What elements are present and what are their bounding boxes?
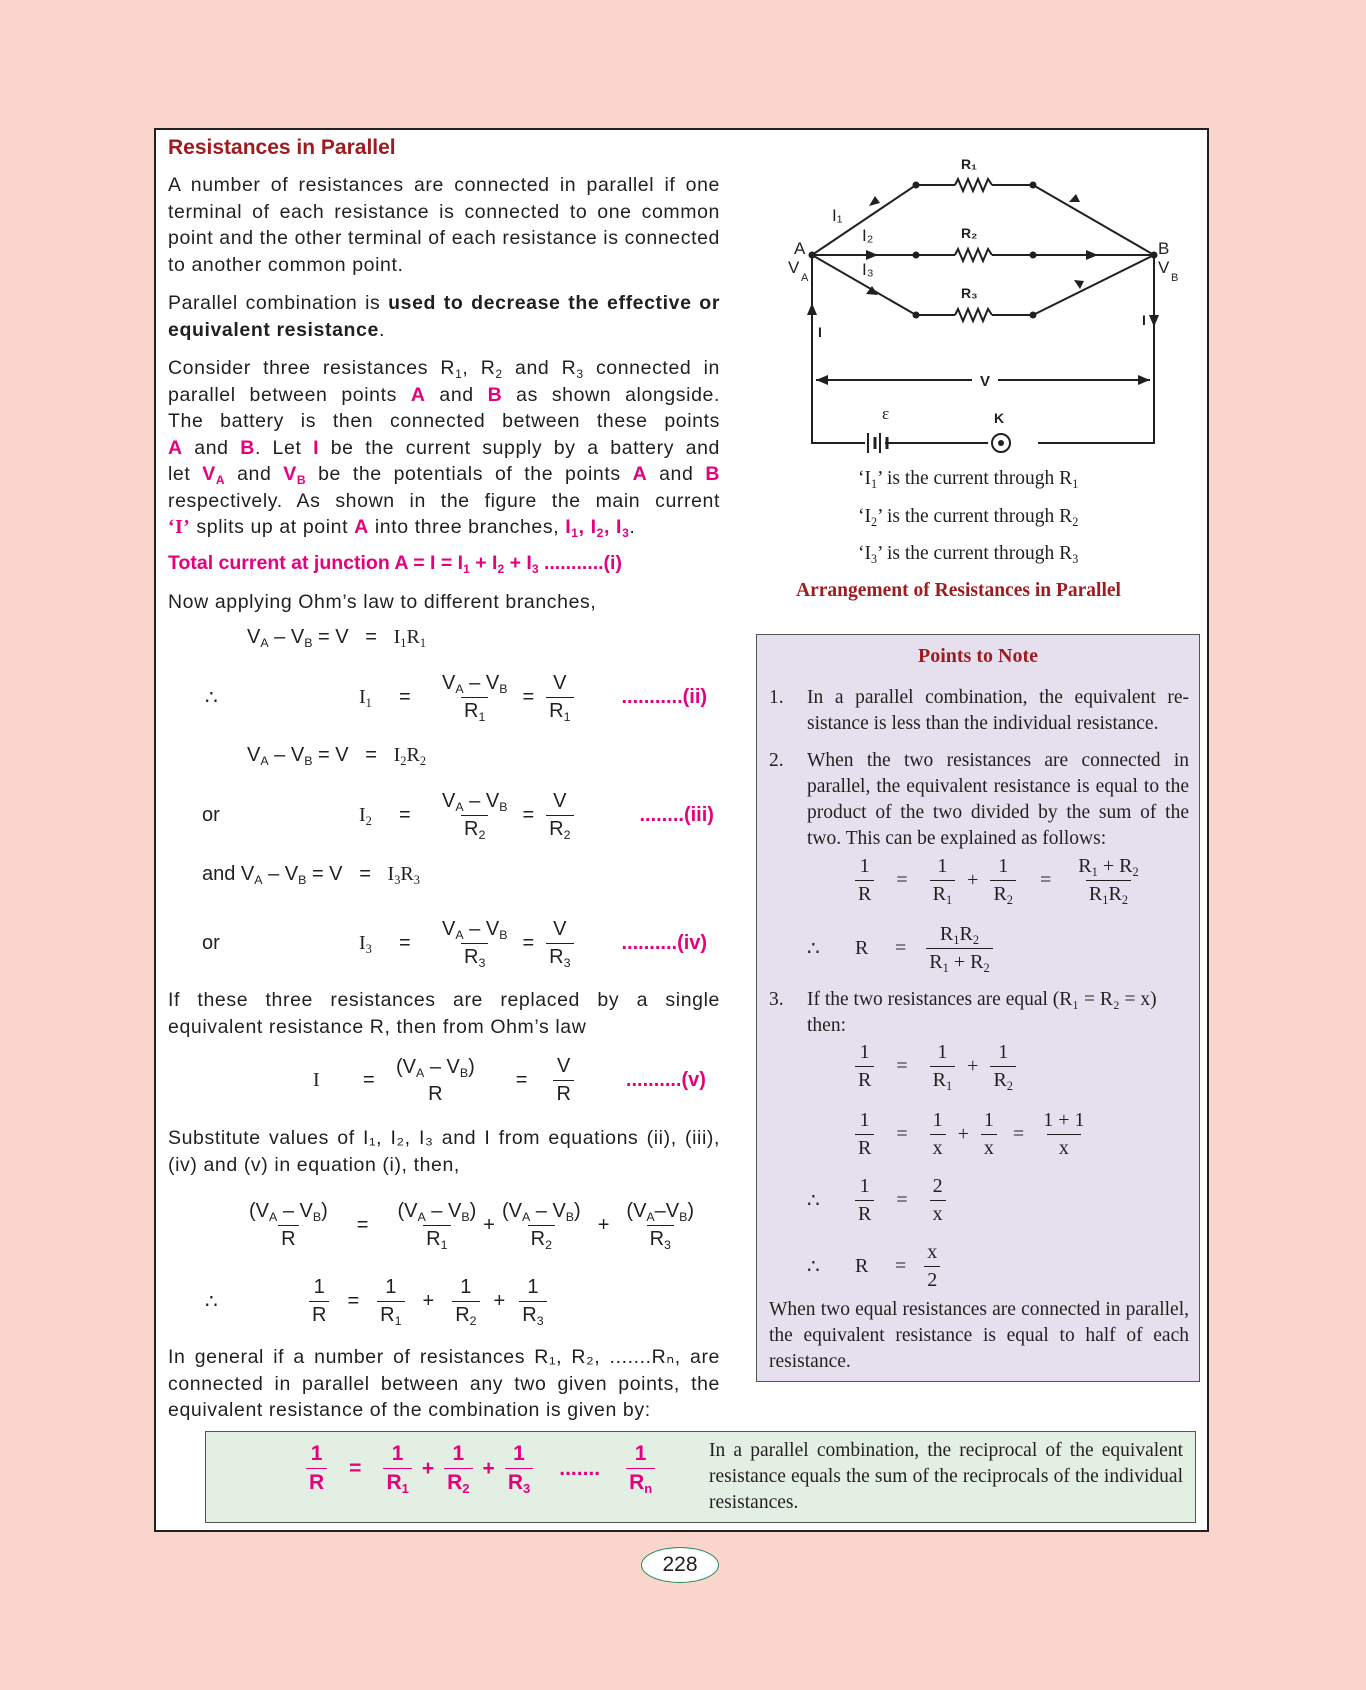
- label-key: K: [994, 410, 1005, 426]
- caption-i1: ‘$I_1$’ is the current through $R_1$: [858, 468, 1079, 491]
- label-i-left: I: [818, 324, 822, 340]
- label-i3: I₃: [862, 260, 874, 279]
- note-closing: When two equal resistances are connected in parallel, the equivalent resistance is equal to half of each resistance.: [769, 1299, 1189, 1372]
- caption-i3: ‘$I_3$’ is the current through $R_3$: [858, 543, 1079, 566]
- note-2-text: When the two resistances are connected in parallel, the equivalent resistance is equal to the product of the two divided by the sum of the two. This can be explained as follows:: [807, 750, 1189, 849]
- eq-substituted: $\frac{(V_A - V_B)}{R}$ = $\frac{(V_A - V_B)}{R_1}$ + $\frac{(V_A - V_B)}{R_2}$ + $\frac{(V_A-V_B)}{R_3}$: [249, 1200, 695, 1252]
- note-2-eq2: ∴ R = $\frac{R_1R_2}{R_1 + R_2}$: [807, 923, 993, 974]
- note-3-number: 3.: [769, 989, 784, 1010]
- note-1-text: In a parallel combination, the equivalent re-sistance is less than the individual resistance.: [807, 687, 1189, 734]
- label-i2: I₂: [862, 226, 874, 245]
- note-3-eq3: ∴ $\frac{1}{R}$ = $\frac{2}{x}$: [807, 1175, 946, 1226]
- label-vb: V: [1158, 258, 1170, 277]
- caption-i2: ‘$I_2$’ is the current through $R_2$: [858, 506, 1079, 529]
- label-i-right: I: [1142, 312, 1146, 328]
- label-va-sub: A: [801, 272, 809, 284]
- figure-caption: Arrangement of Resistances in Parallel: [796, 580, 1121, 601]
- eq-va-vb-3: and $V_A - V_B = V = I_3R_3$: [202, 863, 420, 887]
- para-general: In general if a number of resistances R₁, R₂, .......Rₙ, are connected in parallel between any two given points, the equivalent resistance of the combination is given by:: [168, 1346, 720, 1421]
- para-definition: A number of resistances are connected in parallel if one terminal of each resistance is connected to one common point and the other terminal of each resistance is connected to another common point.: [168, 174, 720, 276]
- summary-text: In a parallel combination, the reciprocal of the equivalent resistance equals the sum of the reciprocals of the individual resistances.: [709, 1440, 1183, 1513]
- eq-iv: or $I_3$ = $\frac{V_A - V_B}{R_3}$ = $\frac{V}{R_3}$ ..........(iv): [202, 918, 708, 970]
- para-purpose: Parallel combination is used to decrease the effective or equivalent resistance.: [168, 292, 721, 341]
- eq-iii: or $I_2$ = $\frac{V_A - V_B}{R_2}$ = $\frac{V}{R_2}$ ........(iii): [202, 790, 714, 842]
- label-r1: R₁: [961, 156, 977, 172]
- label-va: V: [788, 258, 800, 277]
- eq-v: I = $(V_A - V_B)$ R = $\frac{V}{R}$ ..........(v): [313, 1055, 706, 1105]
- label-r3: R₃: [961, 285, 978, 301]
- page-number: 228: [641, 1547, 719, 1583]
- label-vb-sub: B: [1171, 272, 1179, 284]
- note-2-eq1: $\frac{1}{R}$ = $\frac{1}{R_1}$ + $\frac{1}{R_2}$ = $\frac{R_1 + R_2}{R_1R_2}$: [855, 855, 1142, 906]
- label-b: B: [1158, 239, 1170, 258]
- total-current-equation: Total current at junction $A = I = I_1 + I_2 + I_3$ ...........(i): [168, 552, 622, 576]
- note-3-eq1: $\frac{1}{R}$ = $\frac{1}{R_1}$ + $\frac{1}{R_2}$: [855, 1041, 1016, 1092]
- eq-ii: ∴ $I_1$ = $\frac{V_A - V_B}{R_1}$ = $\frac{V}{R_1}$ ...........(ii): [205, 672, 708, 724]
- section-title: Resistances in Parallel: [168, 136, 396, 159]
- para-substitute: Substitute values of I₁, I₂, I₃ and I from equations (ii), (iii), (iv) and (v) in equation (i), then,: [168, 1127, 720, 1176]
- para-consider: Consider three resistances $R_1$, $R_2$ and $R_3$ connected in parallel between points A and B as shown alongside. The battery is then connected between these points A and B. Let I be the current supply by a battery and let $V_A$ and $V_B$ be the potentials of the points A and B respectively. As shown in the figure the main current ‘I’ splits up at point A into three branches, $I_1$, $I_2$, $I_3$.: [168, 357, 721, 540]
- label-r2: R₂: [961, 225, 978, 241]
- summary-formula: $\frac{1}{R}$ = $\frac{1}{R_1}$ + $\frac{1}{R_2}$ + $\frac{1}{R_3}$ ....... $\frac{1}{R_n}$: [306, 1442, 655, 1495]
- note-3-eq2: $\frac{1}{R}$ = $\frac{1}{x}$ + $\frac{1}{x}$ = $\frac{1 + 1}{x}$: [855, 1109, 1087, 1160]
- eq-va-vb-2: $V_A - V_B = V = I_2R_2$: [247, 744, 427, 768]
- points-to-note-title: Points to Note: [918, 645, 1038, 667]
- eq-reciprocal: ∴ $\frac{1}{R}$ = $\frac{1}{R_1}$ + $\frac{1}{R_2}$ + $\frac{1}{R_3}$: [205, 1276, 547, 1327]
- summary-box: [205, 1431, 1196, 1523]
- label-i1: I₁: [832, 206, 843, 225]
- label-v: V: [980, 373, 991, 390]
- note-2-number: 2.: [769, 750, 784, 771]
- note-1-number: 1.: [769, 687, 784, 708]
- ohm-intro: Now applying Ohm’s law to different branches,: [168, 591, 597, 613]
- para-single-equivalent: If these three resistances are replaced by a single equivalent resistance R, then from Ohm’s law: [168, 989, 720, 1038]
- label-emf: ε: [882, 404, 890, 423]
- parallel-circuit-diagram: [780, 155, 1200, 455]
- points-to-note-box: [756, 634, 1200, 1382]
- note-3-text: If the two resistances are equal (R₁ = R₂ = x) then:: [807, 989, 1157, 1036]
- eq-va-vb-1: $V_A - V_B = V = I_1R_1$: [247, 626, 427, 650]
- label-a: A: [794, 239, 806, 258]
- note-3-eq4: ∴ R = $\frac{x}{2}$: [807, 1241, 940, 1292]
